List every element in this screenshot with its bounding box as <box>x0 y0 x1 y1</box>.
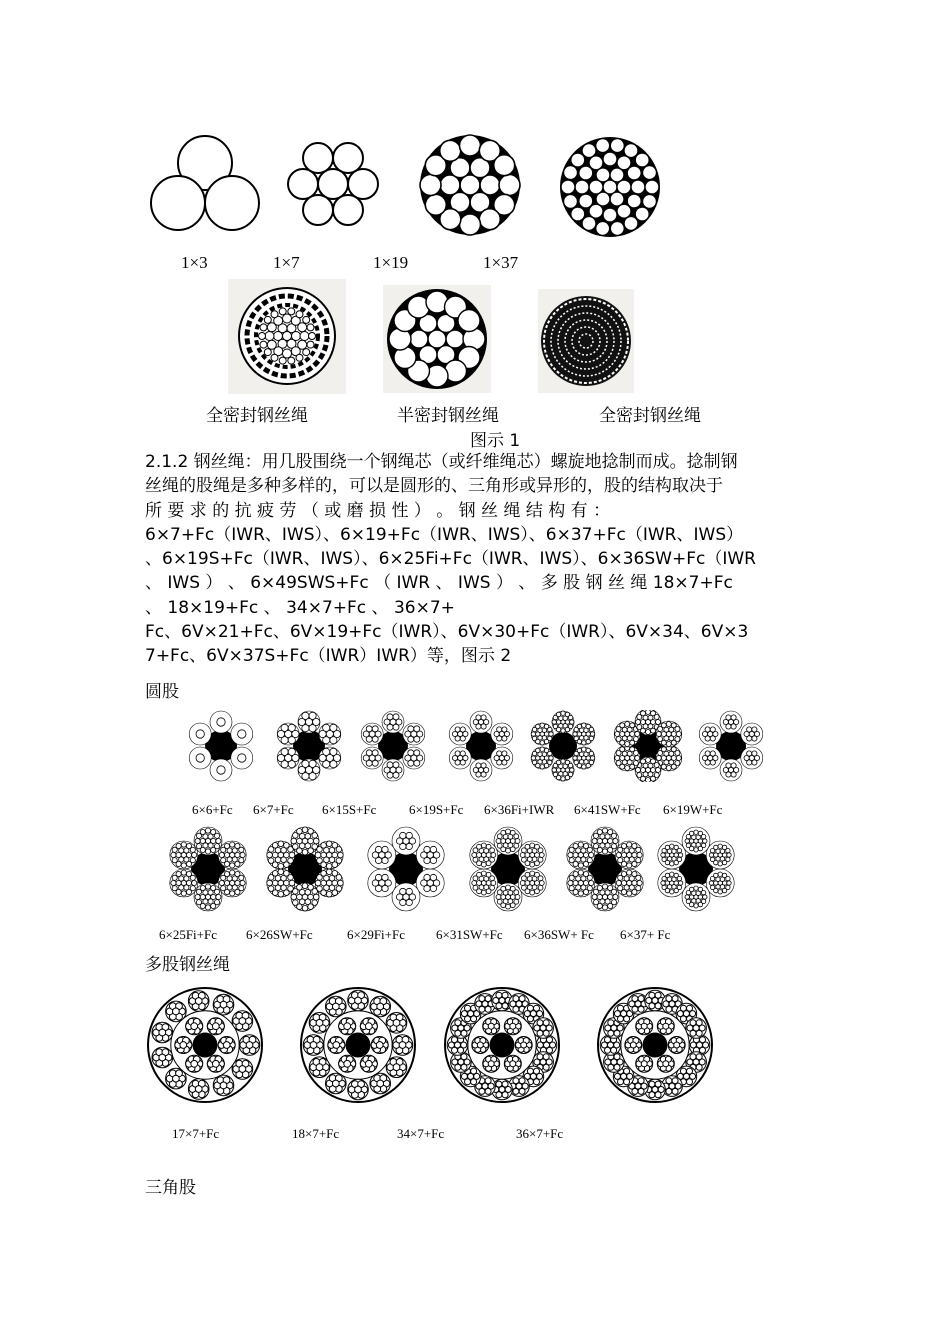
heading-multi-strand: 多股钢丝绳 <box>145 955 230 975</box>
paragraph-line: 、 18×19+Fc 、 34×7+Fc 、 36×7+ <box>145 597 455 618</box>
paragraph-line: Fc、6V×21+Fc、6V×19+Fc（IWR）、6V×30+Fc（IWR）、6V×34、6V×3 <box>145 622 749 643</box>
full-locked-rope-image-1 <box>228 279 346 394</box>
label-multi-2: 18×7+Fc <box>292 1126 340 1141</box>
rope-cross-section <box>562 826 648 912</box>
heading-round-strand: 圆股 <box>145 682 179 702</box>
rope-cross-section <box>527 710 599 782</box>
rope-cross-section <box>363 826 449 912</box>
round-strand-row-1 <box>180 710 770 788</box>
paragraph-line: 丝绳的股绳是多种多样的，可以是圆形的、三角形或异形的，股的结构取决于 <box>145 476 723 497</box>
rope-cross-section <box>165 826 251 912</box>
label-full-locked-1: 全密封钢丝绳 <box>206 406 308 426</box>
label-round-10: 6×29Fi+Fc <box>347 927 406 942</box>
paragraph-line: 7+Fc、6V×37S+Fc（IWR）IWR）等，图示 2 <box>145 646 512 667</box>
label-round-6: 6×41SW+Fc <box>574 802 641 817</box>
figure-1x3 <box>150 133 260 233</box>
label-round-9: 6×26SW+Fc <box>246 927 313 942</box>
figure-1x37 <box>557 134 663 240</box>
label-multi-1: 17×7+Fc <box>172 1126 220 1141</box>
paragraph-line: 、 IWS ） 、 6×49SWS+Fc （ IWR 、 IWS ） 、 多 股 钢 丝 绳 18×7+Fc <box>145 573 733 594</box>
label-1x19: 1×19 <box>373 253 409 272</box>
label-round-2: 6×7+Fc <box>253 802 294 817</box>
multi-strand-cross-section <box>595 985 715 1105</box>
rope-cross-section <box>695 710 767 782</box>
label-1x37: 1×37 <box>483 253 519 272</box>
rope-cross-section <box>185 710 257 782</box>
figure-1-caption: 图示 1 <box>470 431 521 451</box>
label-round-3: 6×15S+Fc <box>322 802 377 817</box>
label-round-7: 6×19W+Fc <box>663 802 723 817</box>
rope-cross-section <box>262 826 348 912</box>
paragraph-line: 所 要 求 的 抗 疲 劳 （ 或 磨 损 性 ） 。 钢 丝 绳 结 构 有 ： <box>145 500 611 521</box>
multi-strand-cross-section <box>298 985 418 1105</box>
rope-cross-section <box>445 710 517 782</box>
section-2-1-2-paragraph <box>145 450 807 669</box>
rope-cross-section <box>465 826 551 912</box>
figure-1x19 <box>415 130 525 240</box>
full-locked-rope-image-2 <box>538 289 634 393</box>
multi-strand-cross-section <box>145 985 265 1105</box>
figure-1x7 <box>285 136 381 232</box>
label-1x7: 1×7 <box>273 253 300 272</box>
heading-triangle-strand: 三角股 <box>145 1178 196 1198</box>
label-1x3: 1×3 <box>181 253 208 272</box>
paragraph-line: 6×7+Fc（IWR、IWS）、6×19+Fc（IWR、IWS）、6×37+Fc（IWR、IWS） <box>145 524 744 545</box>
label-half-locked: 半密封钢丝绳 <box>397 406 499 426</box>
multi-strand-cross-section <box>442 985 562 1105</box>
label-round-12: 6×36SW+ Fc <box>524 927 594 942</box>
half-locked-rope-image <box>383 285 491 393</box>
label-round-8: 6×25Fi+Fc <box>159 927 218 942</box>
label-round-1: 6×6+Fc <box>192 802 233 817</box>
label-full-locked-2: 全密封钢丝绳 <box>599 406 701 426</box>
label-round-4: 6×19S+Fc <box>409 802 464 817</box>
paragraph-line: 、6×19S+Fc（IWR、IWS）、6×25Fi+Fc（IWR、IWS）、6×36SW+Fc（IWR <box>145 549 756 570</box>
rope-cross-section <box>273 710 345 782</box>
rope-cross-section <box>357 710 429 782</box>
label-round-13: 6×37+ Fc <box>620 927 671 942</box>
multi-strand-row <box>145 985 715 1110</box>
label-round-5: 6×36Fi+IWR <box>484 802 555 817</box>
paragraph-line: 2.1.2 钢丝绳：用几股围绕一个钢绳芯（或纤维绳芯）螺旋地捻制而成。捻制钢 <box>145 452 738 472</box>
label-round-11: 6×31SW+Fc <box>436 927 503 942</box>
rope-cross-section <box>653 826 739 912</box>
label-multi-4: 36×7+Fc <box>516 1126 564 1141</box>
label-multi-3: 34×7+Fc <box>397 1126 445 1141</box>
round-strand-row-2 <box>160 826 750 918</box>
rope-cross-section <box>612 710 684 782</box>
